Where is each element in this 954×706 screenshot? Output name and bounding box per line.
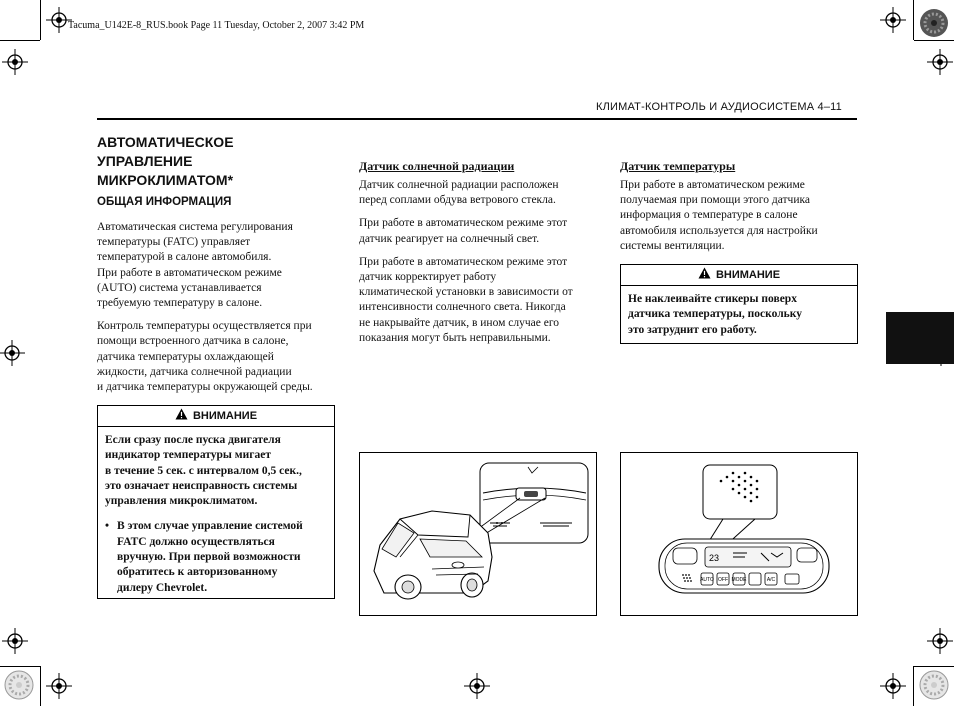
paragraph xyxy=(359,255,599,346)
crop-line xyxy=(40,0,41,40)
text-line: показания могут быть неправильными. xyxy=(359,331,551,344)
warning-box xyxy=(97,405,335,599)
text-line: температуры (FATC) управляет xyxy=(97,236,251,249)
color-dial-icon xyxy=(919,670,949,705)
crop-line xyxy=(40,666,41,706)
section-subtitle: ОБЩАЯ ИНФОРМАЦИЯ xyxy=(97,196,232,208)
section-tab xyxy=(886,312,954,364)
text-line: Контроль температуры осуществляется при xyxy=(97,320,312,333)
text-line: дилеру Chevrolet. xyxy=(117,581,208,594)
crop-line xyxy=(0,666,40,667)
text-line: интенсивности солнечного света. Никогда xyxy=(359,301,566,314)
paragraph xyxy=(620,178,860,254)
text-line: и датчика температуры окружающей среды. xyxy=(97,381,313,394)
paragraph xyxy=(97,319,337,395)
crop-line xyxy=(913,666,914,706)
warning-label: ВНИМАНИЕ xyxy=(715,269,781,281)
text-line: датчик корректирует работу xyxy=(359,271,497,284)
text-line: не накрывайте датчик, в ином случае его xyxy=(359,316,559,329)
text-line: это затруднит его работу. xyxy=(628,323,757,336)
color-dial-icon xyxy=(4,670,34,705)
panel-temp-display: 23 xyxy=(709,553,720,563)
text-line: Если сразу после пуска двигателя xyxy=(105,434,281,446)
warning-triangle-icon xyxy=(698,266,711,284)
section-title-line: МИКРОКЛИМАТОМ* xyxy=(97,172,234,188)
section-title-line: УПРАВЛЕНИЕ xyxy=(97,153,193,169)
running-head: КЛИМАТ-КОНТРОЛЬ И АУДИОСИСТЕМА 4–11 xyxy=(596,101,842,113)
text-line: Автоматическая система регулирования xyxy=(97,221,293,233)
text-line: (AUTO) система устанавливается xyxy=(97,281,262,294)
text-line: системы вентиляции. xyxy=(620,239,725,252)
text-line: автомобиля используется для настройки xyxy=(620,224,818,237)
warning-text xyxy=(621,286,857,344)
text-line: датчика температуры охлаждающей xyxy=(97,350,274,363)
column-3 xyxy=(620,159,860,262)
mode-button-label: MODE xyxy=(731,577,747,583)
off-button-label: OFF xyxy=(718,577,728,583)
column-2 xyxy=(359,159,599,354)
header-rule xyxy=(97,118,857,120)
warning-header xyxy=(98,406,334,427)
text-line: температурой в салоне автомобиля. xyxy=(97,251,272,264)
text-line: датчика температуры, поскольку xyxy=(628,308,802,321)
warning-header xyxy=(621,265,857,286)
text-line: в течение 5 сек. с интервалом 0,5 сек., xyxy=(105,464,302,477)
file-info: Tacuma_U142E-8_RUS.book Page 11 Tuesday, October 2, 2007 3:42 PM xyxy=(68,20,365,31)
ac-button-label: A/C xyxy=(766,577,776,583)
text-line: вручную. При первой возможности xyxy=(117,551,301,564)
subsection-heading: Датчик солнечной радиации xyxy=(359,159,515,173)
warning-label: ВНИМАНИЕ xyxy=(192,410,258,422)
text-line: индикатор температуры мигает xyxy=(105,449,271,462)
warning-triangle-icon xyxy=(175,407,188,425)
temperature-sensor-figure xyxy=(620,452,858,616)
section-title-line: АВТОМАТИЧЕСКОЕ xyxy=(97,134,234,150)
warning-list xyxy=(105,519,327,595)
solar-sensor-figure xyxy=(359,452,597,616)
text-line: В этом случае управление системой xyxy=(117,520,303,533)
color-dial-icon xyxy=(919,8,949,43)
paragraph xyxy=(97,220,337,311)
text-line: это означает неисправность системы xyxy=(105,479,298,492)
paragraph xyxy=(359,216,599,246)
text-line: При работе в автоматическом режиме этот xyxy=(359,217,568,230)
text-line: информация о температуре в салоне xyxy=(620,209,798,222)
auto-button-label: AUTO xyxy=(700,577,714,583)
text-line: При работе в автоматическом режиме xyxy=(97,266,282,279)
warning-box xyxy=(620,264,858,344)
crop-line xyxy=(914,666,954,667)
list-item xyxy=(105,519,327,595)
subsection-heading: Датчик температуры xyxy=(620,159,736,173)
text-line: Не наклеивайте стикеры поверх xyxy=(628,293,797,305)
panel-illustration xyxy=(621,453,857,615)
text-line: перед соплами обдува ветрового стекла. xyxy=(359,194,556,207)
warning-text xyxy=(98,427,334,602)
text-line: требуемую температуру в салоне. xyxy=(97,297,263,310)
section-title xyxy=(97,133,337,190)
crop-line xyxy=(913,0,914,40)
text-line: При работе в автоматическом режиме этот xyxy=(359,255,568,268)
paragraph xyxy=(359,178,599,208)
column-1 xyxy=(97,133,337,403)
text-line: Датчик солнечной радиации расположен xyxy=(359,179,559,191)
text-line: обратитесь к авторизованному xyxy=(117,566,278,579)
text-line: климатической установки в зависимости от xyxy=(359,286,573,299)
crop-line xyxy=(0,40,40,41)
text-line: При работе в автоматическом режиме xyxy=(620,179,805,191)
bullet: • xyxy=(105,520,110,533)
text-line: датчик реагирует на солнечный свет. xyxy=(359,232,540,245)
text-line: жидкости, датчика солнечной радиации xyxy=(97,365,292,378)
text-line: управления микроклиматом. xyxy=(105,495,258,508)
text-line: получаемая при помощи этого датчика xyxy=(620,194,810,207)
text-line: помощи встроенного датчика в салоне, xyxy=(97,335,289,348)
car-illustration xyxy=(360,453,596,615)
text-line: FATC должно осуществляться xyxy=(117,535,275,548)
